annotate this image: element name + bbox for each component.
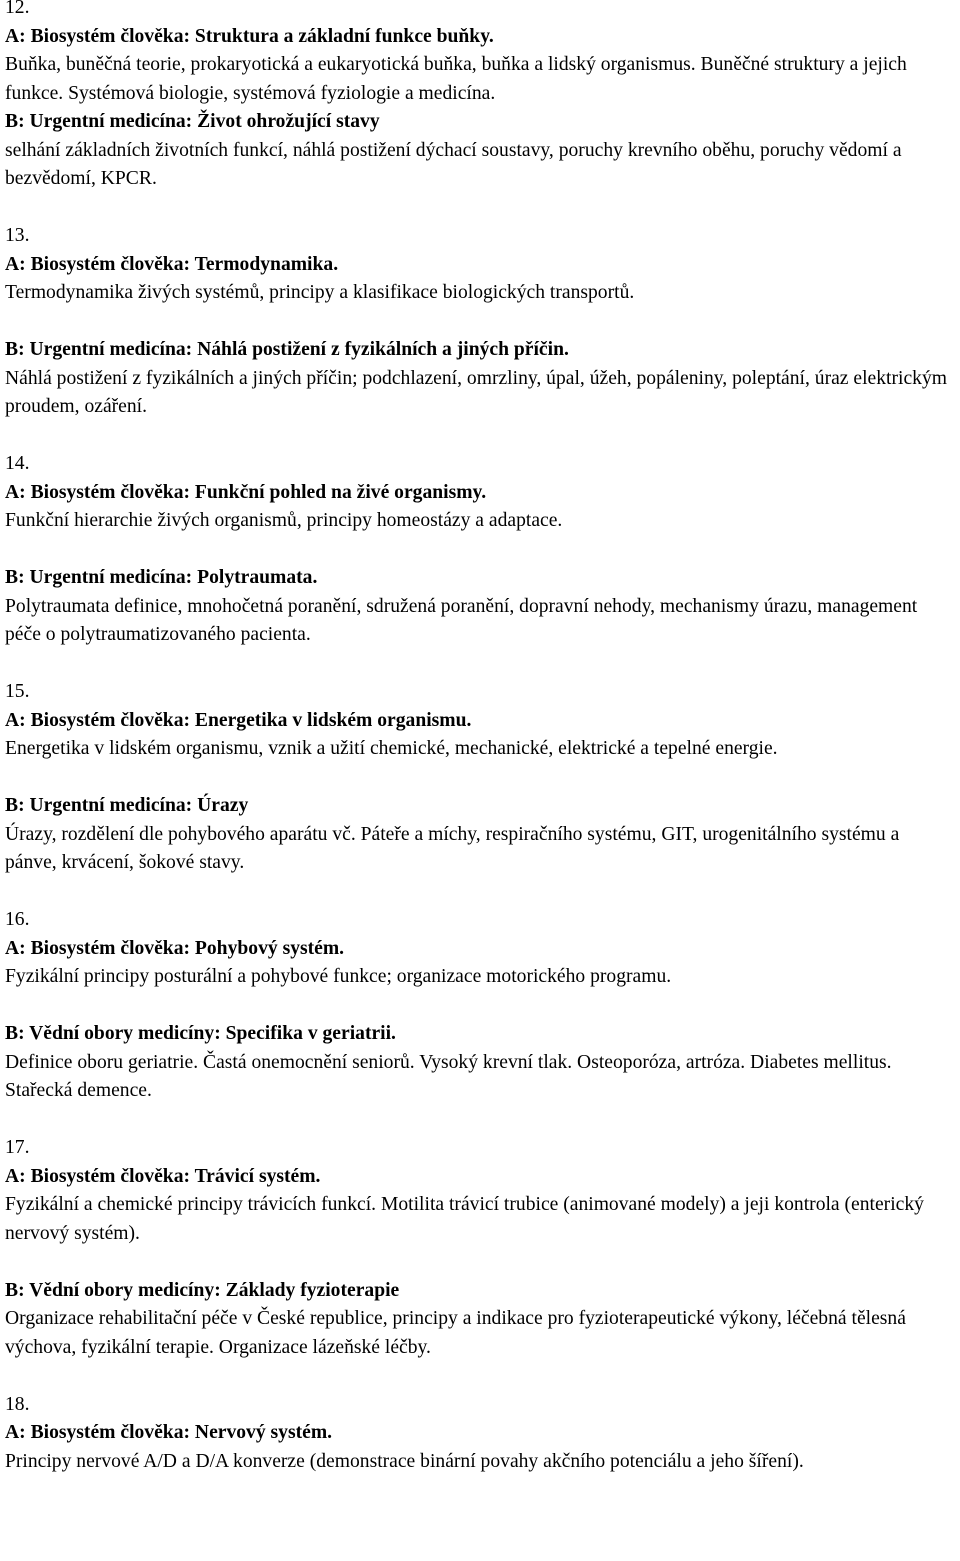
spacer <box>5 1362 955 1391</box>
spacer <box>5 650 955 679</box>
topic-a-body: Buňka, buněčná teorie, prokaryotická a eukaryotická buňka, buňka a lidský organismus. Buněčné struktury a jejich funkce. Systémová biologie, systémová fyziologie a medicína. <box>5 54 907 104</box>
spacer <box>5 422 955 451</box>
section-number: 12. <box>5 0 30 18</box>
topic-b-body: Náhlá postižení z fyzikálních a jiných příčin; podchlazení, omrzliny, úpal, úžeh, popáleniny, poleptání, úraz elektrickým proudem, ozáření. <box>5 367 947 417</box>
topic-a-body: Energetika v lidském organismu, vznik a užití chemické, mechanické, elektrické a tepelné energie. <box>5 738 778 759</box>
section-17 <box>5 1134 955 1362</box>
topic-b-heading: B: Vědní obory medicíny: Základy fyzioterapie <box>5 1279 400 1301</box>
topic-a-heading: A: Biosystém člověka: Termodynamika. <box>5 253 339 275</box>
topic-b-heading: B: Urgentní medicína: Náhlá postižení z fyzikálních a jiných příčin. <box>5 339 569 360</box>
section-number: 18. <box>5 1393 30 1415</box>
topic-a-body: Fyzikální principy posturální a pohybové funkce; organizace motorického programu. <box>5 966 672 987</box>
spacer <box>5 764 955 793</box>
topic-b-body: Polytraumata definice, mnohočetná poranění, sdružená poranění, dopravní nehody, mechanismy úrazu, management péče o polytraumatizovaného pacienta. <box>5 595 918 645</box>
topic-b-body: Úrazy, rozdělení dle pohybového aparátu vč. Páteře a míchy, respiračního systému, GIT, urogenitálního systému a pánve, krvácení, šokové stavy. <box>5 823 900 873</box>
topic-a-heading: A: Biosystém člověka: Nervový systém. <box>5 1422 333 1443</box>
topic-a-body: Funkční hierarchie živých organismů, principy homeostázy a adaptace. <box>5 510 563 531</box>
topic-b-heading: B: Vědní obory medicíny: Specifika v geriatrii. <box>5 1023 396 1044</box>
spacer <box>5 1248 955 1277</box>
section-14 <box>5 450 955 650</box>
section-number: 16. <box>5 909 30 930</box>
topic-a-heading: A: Biosystém člověka: Trávicí systém. <box>5 1165 321 1187</box>
topic-a-body: Termodynamika živých systémů, principy a klasifikace biologických transportů. <box>5 282 635 303</box>
section-12 <box>5 0 955 194</box>
topic-b-body: selhání základních životních funkcí, náhlá postižení dýchací soustavy, poruchy krevního oběhu, poruchy vědomí a bezvědomí, KPCR. <box>5 139 902 189</box>
topic-a-heading: A: Biosystém člověka: Funkční pohled na živé organismy. <box>5 481 487 503</box>
section-13 <box>5 222 955 422</box>
spacer <box>5 308 955 337</box>
section-16 <box>5 906 955 1106</box>
topic-a-body: Fyzikální a chemické principy trávicích funkcí. Motilita trávicí trubice (animované modely) a jeji kontrola (enterický nervový systém). <box>5 1194 924 1244</box>
section-number: 17. <box>5 1137 30 1158</box>
spacer <box>5 878 955 907</box>
topic-a-heading: A: Biosystém člověka: Energetika v lidském organismu. <box>5 709 472 731</box>
spacer <box>5 992 955 1021</box>
topic-b-heading: B: Urgentní medicína: Úrazy <box>5 795 249 816</box>
section-number: 14. <box>5 453 30 474</box>
topic-b-heading: B: Urgentní medicína: Život ohrožující stavy <box>5 111 380 132</box>
topic-b-body: Definice oboru geriatrie. Častá onemocnění seniorů. Vysoký krevní tlak. Osteoporóza, artróza. Diabetes mellitus. Stařecká demence. <box>5 1051 892 1101</box>
spacer <box>5 536 955 565</box>
topic-b-body: Organizace rehabilitační péče v České republice, principy a indikace pro fyzioterapeutické výkony, léčebná tělesná výchova, fyzikální terapie. Organizace lázeňské léčby. <box>5 1308 906 1358</box>
section-number: 15. <box>5 681 30 702</box>
section-18 <box>5 1391 955 1477</box>
topic-a-heading: A: Biosystém člověka: Pohybový systém. <box>5 937 345 959</box>
topic-a-body: Principy nervové A/D a D/A konverze (demonstrace binární povahy akčního potenciálu a jeho šíření). <box>5 1450 804 1472</box>
spacer <box>5 1106 955 1135</box>
section-15 <box>5 678 955 878</box>
topic-b-heading: B: Urgentní medicína: Polytraumata. <box>5 567 318 588</box>
section-number: 13. <box>5 225 30 246</box>
topic-a-heading: A: Biosystém člověka: Struktura a základní funkce buňky. <box>5 25 494 47</box>
spacer <box>5 194 955 223</box>
